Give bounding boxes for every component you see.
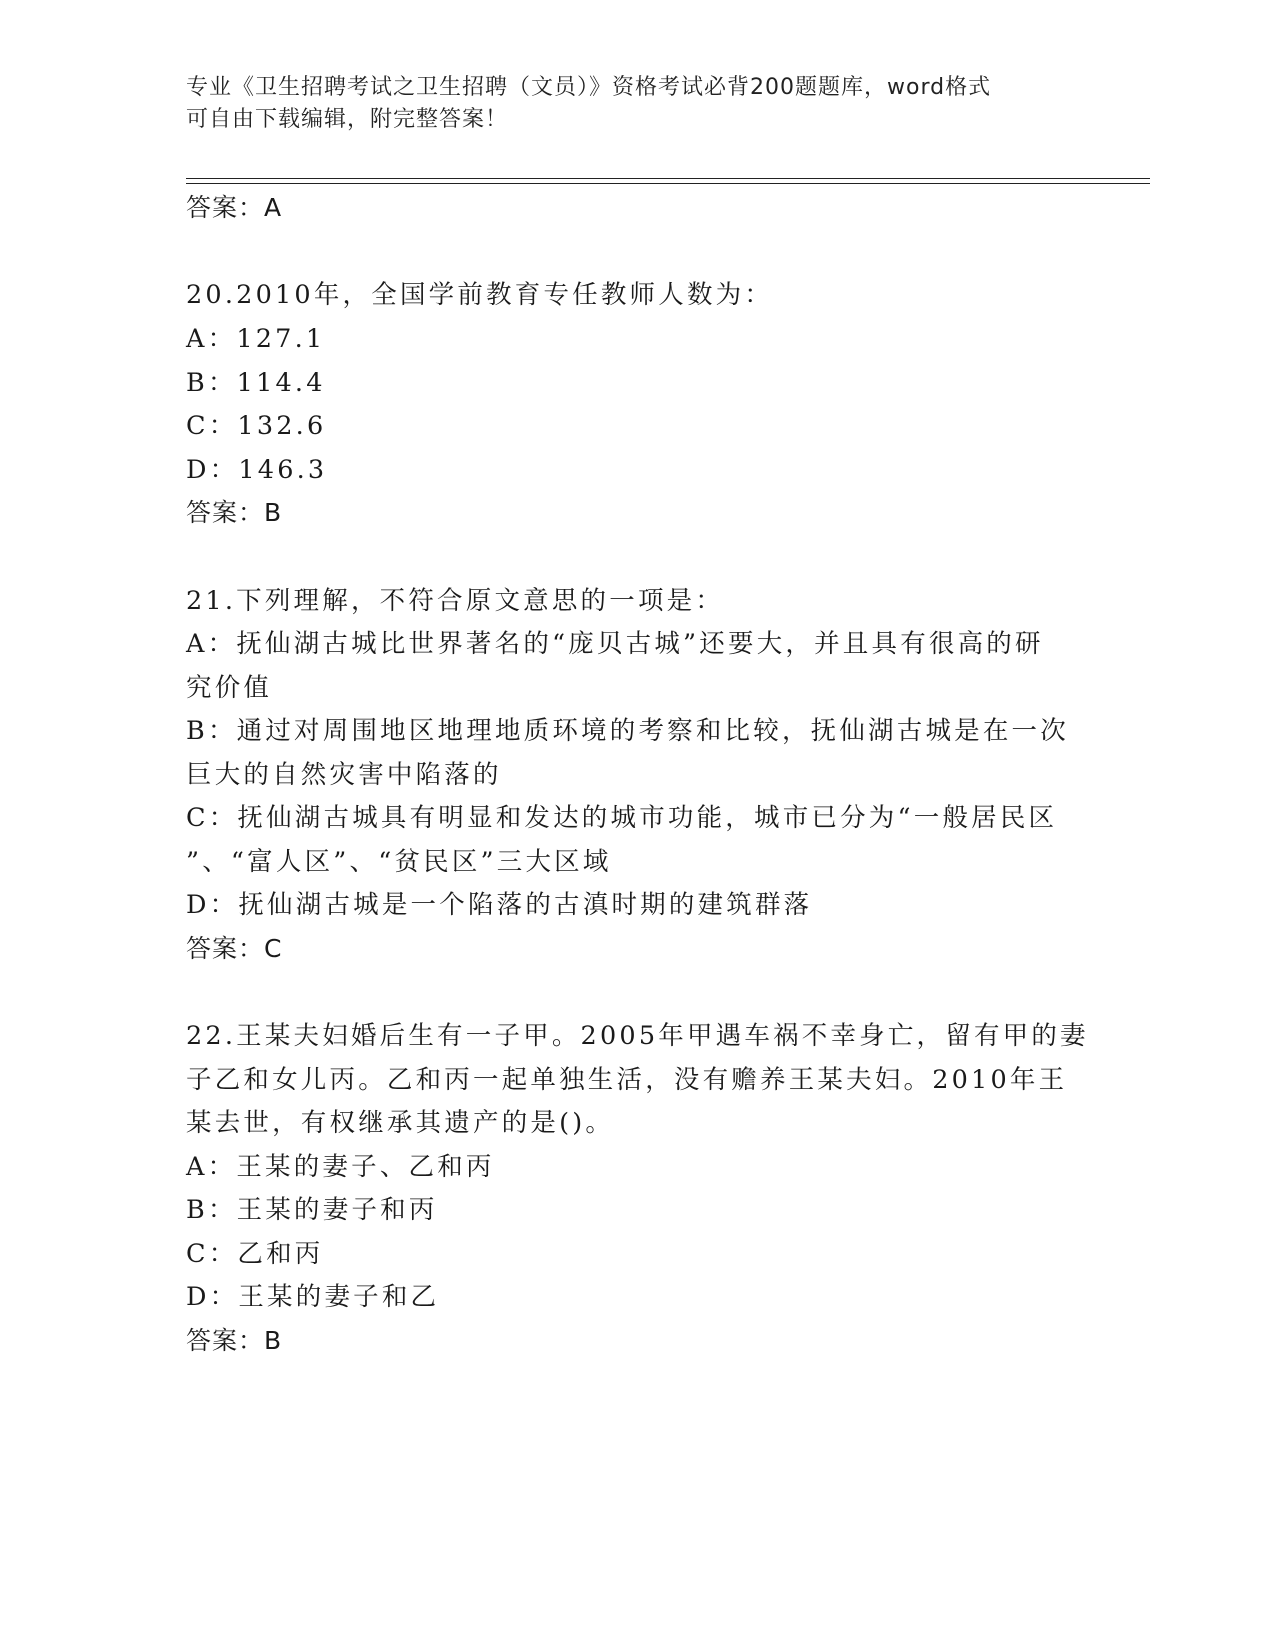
question-20-option-b: B：114.4 bbox=[186, 368, 326, 398]
question-20-option-c: C：132.6 bbox=[186, 411, 327, 441]
question-22-option-a: A：王某的妻子、乙和丙 bbox=[186, 1152, 495, 1182]
question-21-option-b-cont: 巨大的自然灾害中陷落的 bbox=[186, 760, 502, 790]
question-20-answer: 答案：B bbox=[186, 498, 283, 527]
page-header bbox=[186, 72, 1066, 136]
question-22-stem-line-2: 子乙和女儿丙。乙和丙一起单独生活，没有赡养王某夫妇。2010年王 bbox=[186, 1065, 1068, 1095]
question-22-stem-line-1: 22.王某夫妇婚后生有一子甲。2005年甲遇车祸不幸身亡，留有甲的妻 bbox=[186, 1021, 1089, 1051]
question-22-option-c: C：乙和丙 bbox=[186, 1239, 324, 1269]
question-21-option-c: C：抚仙湖古城具有明显和发达的城市功能，城市已分为“一般居民区 bbox=[186, 803, 1058, 833]
question-21-option-d: D：抚仙湖古城是一个陷落的古滇时期的建筑群落 bbox=[186, 890, 813, 920]
header-title-line-1: 专业《卫生招聘考试之卫生招聘（文员）》资格考试必背200题题库，word格式 bbox=[186, 75, 992, 100]
question-22-option-d: D：王某的妻子和乙 bbox=[186, 1282, 440, 1312]
question-22-answer: 答案：B bbox=[186, 1326, 283, 1355]
question-21-option-a: A：抚仙湖古城比世界著名的“庞贝古城”还要大，并且具有很高的研 bbox=[186, 629, 1044, 659]
question-20-option-d: D：146.3 bbox=[186, 455, 328, 485]
header-divider-bottom bbox=[186, 183, 1150, 184]
question-21-option-b: B：通过对周围地区地理地质环境的考察和比较，抚仙湖古城是在一次 bbox=[186, 716, 1069, 746]
question-20-option-a: A：127.1 bbox=[186, 324, 326, 354]
question-21-answer: 答案：C bbox=[186, 934, 283, 963]
question-22-stem-line-3: 某去世，有权继承其遗产的是()。 bbox=[186, 1108, 615, 1138]
header-title-line-2: 可自由下载编辑，附完整答案！ bbox=[186, 107, 509, 132]
question-21-stem: 21.下列理解，不符合原文意思的一项是： bbox=[186, 586, 725, 616]
header-divider-top bbox=[186, 178, 1150, 179]
question-20-stem: 20.2010年，全国学前教育专任教师人数为： bbox=[186, 280, 774, 310]
question-21-option-c-cont: ”、“富人区”、“贫民区”三大区域 bbox=[186, 847, 612, 877]
previous-answer: 答案：A bbox=[186, 193, 283, 222]
question-21-option-a-cont: 究价值 bbox=[186, 673, 273, 703]
question-22-option-b: B：王某的妻子和丙 bbox=[186, 1195, 438, 1225]
